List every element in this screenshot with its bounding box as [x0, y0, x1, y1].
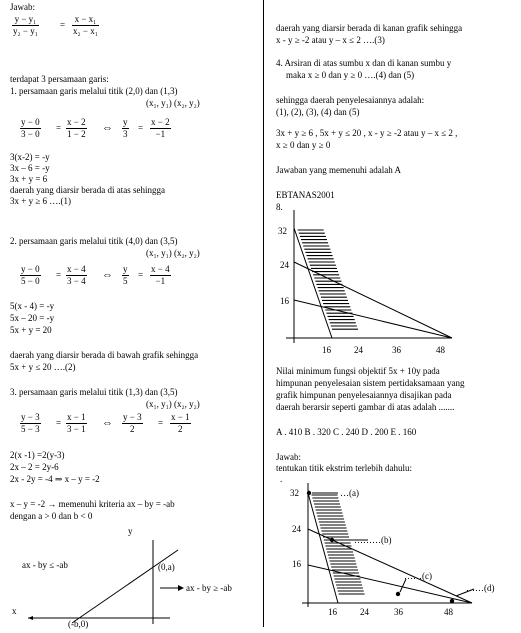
- eq3-title: 3. persamaan garis melalui titik (1,3) dan (3,5): [10, 387, 178, 397]
- eq3-points: (x₁, y₁) (x₂, y₂): [146, 399, 200, 409]
- eq2-frac-4: $\frac{x - 4}{-1}$: [151, 264, 170, 286]
- eq2-step-4: daerah yang diarsir berada di bawah grafik sehingga: [10, 350, 199, 360]
- graph-2-tick-x36: 36: [394, 607, 403, 617]
- diagram-x-label: x: [12, 606, 17, 616]
- point-d: [450, 599, 454, 603]
- formula-left-fraction: [12, 14, 39, 37]
- graph-1-line-1: [294, 228, 332, 338]
- graph-1-tick-x36: 36: [392, 345, 401, 355]
- right-p2: x - y ≥ -2 atau y – x ≤ 2 ….(3): [276, 35, 385, 45]
- question-line-3: grafik himpunan penyelesaiannya disajikan pada: [276, 390, 452, 400]
- intro-text: terdapat 3 persamaan garis:: [10, 74, 109, 84]
- graph-1-tick-x48: 48: [436, 345, 445, 355]
- formula-left-numerator: y − y₁: [12, 14, 39, 26]
- graph-1-line-2: [294, 262, 452, 338]
- jawab-label: Jawab:: [10, 2, 35, 12]
- right-p7: 3x + y ≥ 6 , 5x + y ≤ 20 , x - y ≥ -2 atau y – x ≤ 2 ,: [276, 128, 458, 138]
- eq2-points: (x₁, y₁) (x₂, y₂): [146, 248, 200, 258]
- question-line-4: daerah berarsir seperti gambar di atas adalah .......: [276, 402, 455, 412]
- graph-2-label-b: ………(b): [354, 535, 392, 545]
- formula-right-denominator: x₂ − x₁: [73, 26, 98, 36]
- eq1-step-3: 3x + y = 6: [10, 174, 48, 184]
- column-divider: [263, 0, 264, 627]
- graph-1-tick-y16: 16: [280, 296, 289, 306]
- right-p3: 4. Arsiran di atas sumbu x dan di kanan sumbu y: [276, 58, 452, 68]
- graph-2-label-a: …(a): [340, 488, 359, 498]
- eq1-frac-4: $\frac{x - 2}{-1}$: [151, 117, 170, 139]
- diagram-ge-label: ax - by ≥ -ab: [186, 583, 232, 593]
- eq2-step-5: 5x + y ≤ 20 ….(2): [10, 362, 76, 372]
- graph-1: [276, 210, 456, 360]
- eq1-step-1: 3(x-2) = -y: [10, 152, 50, 162]
- eq1-frac-3: $\frac{y}{3}$: [123, 117, 128, 139]
- point-c: [396, 592, 400, 596]
- graph-1-hatching: [298, 230, 358, 329]
- eq3-arrow: ⇔: [102, 417, 113, 429]
- eq2-frac-2: $\frac{x - 4}{3 - 4}$: [67, 264, 86, 286]
- eq1-frac-2: $\frac{x - 2}{1 - 2}$: [67, 117, 86, 139]
- diagram-b-label: (-b,0): [68, 619, 89, 629]
- graph-2-tick-y32: 32: [290, 488, 299, 498]
- eq1-title: 1. persamaan garis melalui titik (2,0) dan (1,3): [10, 86, 178, 96]
- eq1-points: (x₁, y₁) (x₂, y₂): [146, 98, 200, 108]
- graph-1-tick-y32: 32: [278, 226, 287, 236]
- document-page: Jawab: $\frac{\text{y − y₁}}{\text{y₂ − y₁}}$ = $\frac{\text{x − x₁}}{\text{x₂ − x₁}}$ terdapat 3 persamaan garis: 1. persamaan garis melalui titik (2,0) dan (1,3) (x₁, y₁) (x₂, y₂) $\frac{y - 0}{3 - 0}$ = $\frac{x - 2}{1 - 2}$ ⇔ $\frac{y}{3}$ = $\frac{x - 2}{-1}$ 3(x-2) = -y 3x – 6 = -y 3x + y = 6 daerah yang diarsir berada di atas sehingga 3x + y ≥ 6 ….(1) 2. persamaan garis melalui titik (4,0) dan (3,5) (x₁, y₁) (x₂, y₂) $\frac{y - 0}{5 - 0}$ = $\frac{x - 4}{3 - 4}$ ⇔ $\frac{y}{5}$ = $\frac{x - 4}{-1}$ 5(x - 4) = -y 5x – 20 = -y 5x + y = 20 daerah yang diarsir berada di bawah grafik sehingga 5x + y ≤ 20 ….(2) 3. persamaan garis melalui titik (1,3) dan (3,5) (x₁, y₁) (x₂, y₂) $\frac{y - 3}{5 - 3}$ = $\frac{x - 1}{3 - 1}$ ⇔ $\frac{y - 3}{2}$ = $\frac{x - 1}{2}$ 2(x -1) =2(y-3) 2x – 2 = 2y-6 2x - 2y = -4 ⇒ x – y = -2 x – y = -2 → memenuhi kriteria ax – by = -ab dengan a > 0 dan b < 0 y x (0,a) (-b,0) ax - by ≤ -ab ax - by ≥ -ab daerah yang diarsir berada di kanan grafik sehingga x - y ≥ -2 atau y – x ≤ 2 ….(3) 4. Arsiran di atas sumbu x dan di kanan sumbu y maka x ≥ 0 dan y ≥ 0 ….(4) dan (5) sehingga daerah penyelesaiannya adalah: (1), (2), (3), (4) dan (5) 3x + y ≥ 6 , 5x + y ≤ 20 , x - y ≥ -2 atau y – x ≤ 2 , x ≥ 0 dan y ≥ 0 Jawaban yang memenuhi adalah A EBTANAS2001 8. 32 24 16 16 24 36 48 Nilai minimum fungsi objektif 5x + 10y pada himpunan penyelesaian sistem pertidaksamaan yang grafik himpunan penyelesaiannya disajikan pada daerah berarsir seperti gambar di atas adalah ....... A . 410 B . 320 C . 240 D . 200 E . 160 Jawab: tentukan titik ekstrim terlebih dahulu: . 32 24 16 16 24 36 48 …(a) ………(b) ……(c) ……(d): [0, 0, 521, 633]
- jawab-label-2: Jawab:: [276, 452, 301, 462]
- eq3-frac-3: $\frac{y - 3}{2}$: [123, 412, 142, 434]
- eq2-step-3: 5x + y = 20: [10, 325, 52, 335]
- eq2-frac-1: $\frac{y - 0}{5 - 0}$: [21, 264, 40, 286]
- diagram-line: [72, 550, 178, 623]
- graph-2-tick-x16: 16: [328, 607, 337, 617]
- point-a: [307, 491, 311, 495]
- eq2-step-2: 5x – 20 = -y: [10, 313, 55, 323]
- graph-1-line-3: [294, 300, 452, 338]
- graph-1-tick-y24: 24: [280, 260, 289, 270]
- eq1-step-2: 3x – 6 = -y: [10, 163, 50, 173]
- ebtanas-label: EBTANAS2001: [276, 190, 335, 200]
- graph-2-tick-y24: 24: [292, 524, 301, 534]
- formula-right-numerator: x − x₁: [72, 14, 99, 26]
- criteria-line-2: dengan a > 0 dan b < 0: [10, 511, 93, 521]
- formula-left-denominator: y₂ − y₁: [13, 26, 38, 36]
- answer-options: A . 410 B . 320 C . 240 D . 200 E . 160: [276, 427, 417, 437]
- question-line-2: himpunan penyelesaian sistem pertidaksamaan yang: [276, 378, 465, 388]
- diagram-y-label: y: [128, 526, 133, 536]
- graph-2-tick-y16: 16: [292, 559, 301, 569]
- point-b: [330, 538, 334, 542]
- eq3-frac-2: $\frac{x - 1}{3 - 1}$: [67, 412, 86, 434]
- eq1-arrow: ⇔: [102, 122, 113, 134]
- right-p1: daerah yang diarsir berada di kanan grafik sehingga: [276, 23, 463, 33]
- criteria-line-1: x – y = -2 → memenuhi kriteria ax – by = -ab: [10, 499, 175, 509]
- graph-2-tick-x24: 24: [360, 607, 369, 617]
- eq2-step-1: 5(x - 4) = -y: [10, 301, 55, 311]
- eq3-step-1: 2(x -1) =2(y-3): [10, 450, 65, 460]
- eq2-frac-3: $\frac{y}{5}$: [123, 264, 128, 286]
- graph-2-tick-x48: 48: [444, 607, 453, 617]
- right-p4: maka x ≥ 0 dan y ≥ 0 ….(4) dan (5): [286, 70, 415, 80]
- graph-1-tick-x24: 24: [354, 345, 363, 355]
- eq3-step-3: 2x - 2y = -4 ⇒ x – y = -2: [10, 474, 100, 484]
- criteria-diagram: [10, 528, 250, 628]
- eq2-title: 2. persamaan garis melalui titik (4,0) dan (3,5): [10, 236, 178, 246]
- instruction-text: tentukan titik ekstrim terlebih dahulu:: [276, 463, 412, 473]
- eq1-frac-1: $\frac{y - 0}{3 - 0}$: [21, 117, 40, 139]
- formula-right-fraction: [72, 14, 99, 37]
- eq3-step-2: 2x – 2 = 2y-6: [10, 462, 59, 472]
- eq3-frac-1: $\frac{y - 3}{5 - 3}$: [21, 412, 40, 434]
- right-p6: (1), (2), (3), (4) dan (5): [276, 107, 360, 117]
- stray-dot: .: [280, 474, 283, 484]
- right-p8: x ≥ 0 dan y ≥ 0: [276, 140, 331, 150]
- graph-2: [276, 483, 511, 621]
- eq2-arrow: ⇔: [102, 269, 113, 281]
- answer-text: Jawaban yang memenuhi adalah A: [276, 165, 401, 175]
- graph-2-label-c: ……(c): [404, 571, 432, 581]
- graph-1-tick-x16: 16: [322, 345, 331, 355]
- diagram-x-arrow: [28, 616, 33, 620]
- eq3-frac-4: $\frac{x - 1}{2}$: [171, 412, 190, 434]
- eq1-step-5: 3x + y ≥ 6 ….(1): [10, 196, 72, 206]
- diagram-le-label: ax - by ≤ -ab: [22, 560, 68, 570]
- right-p5: sehingga daerah penyelesaiannya adalah:: [276, 95, 425, 105]
- question-line-1: Nilai minimum fungsi objektif 5x + 10y pada: [276, 366, 440, 376]
- graph-2-label-d: ……(d): [466, 583, 495, 593]
- diagram-a-label: (0,a): [158, 562, 175, 572]
- question-number: 8.: [276, 202, 283, 212]
- eq1-step-4: daerah yang diarsir berada di atas sehingga: [10, 185, 165, 195]
